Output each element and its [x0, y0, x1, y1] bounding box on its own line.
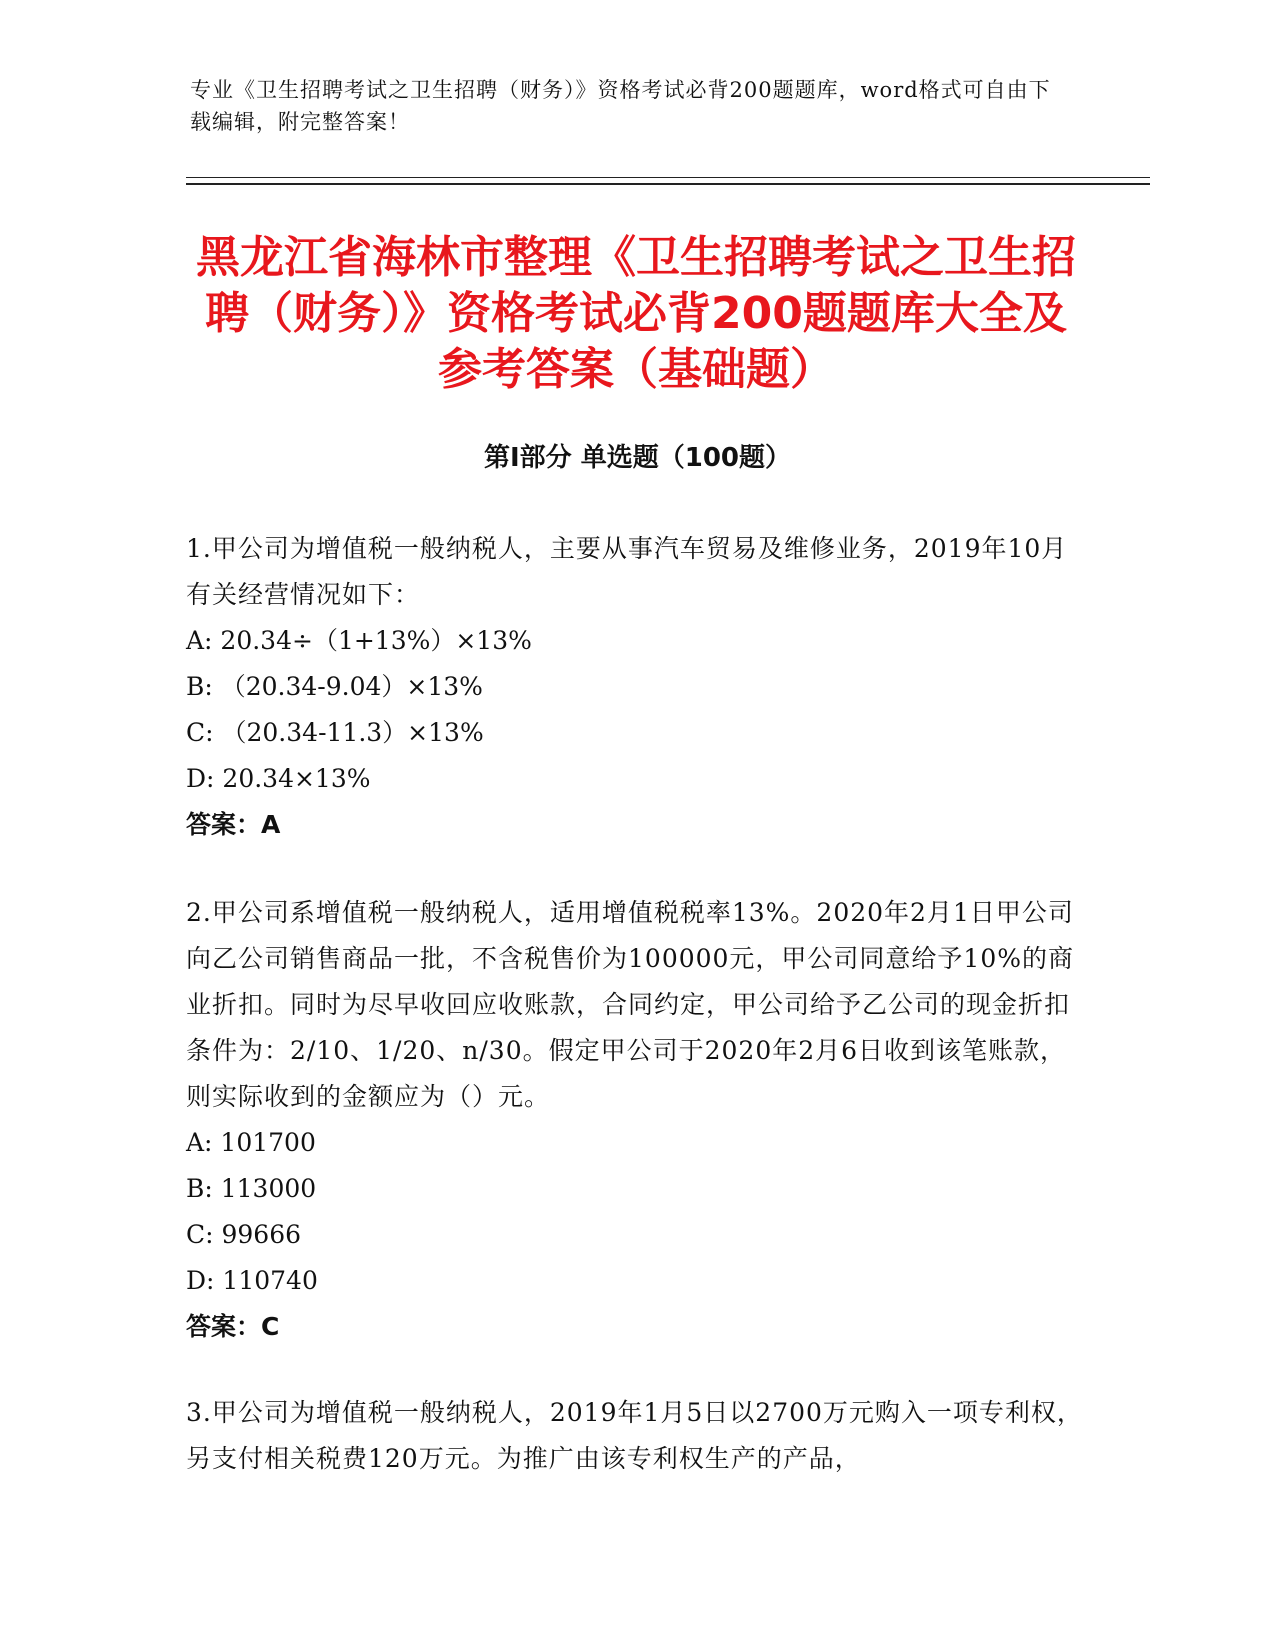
answer: 答案：C — [186, 1312, 280, 1341]
option-a: A: 101700 — [186, 1128, 316, 1157]
option-c: C: 99666 — [186, 1220, 302, 1249]
header-divider — [186, 177, 1150, 178]
option-a: A: 20.34÷（1+13%）×13% — [186, 626, 532, 655]
question-stem: 1.甲公司为增值税一般纳税人，主要从事汽车贸易及维修业务，2019年10月有关经营情况如下： — [186, 534, 1068, 609]
option-b: B: 113000 — [186, 1174, 317, 1203]
answer: 答案：A — [186, 810, 281, 839]
option-b: B: （20.34-9.04）×13% — [186, 672, 483, 701]
question-1 — [186, 526, 1086, 848]
document-title: 黑龙江省海林市整理《卫生招聘考试之卫生招聘（财务）》资格考试必背200题题库大全及参考答案（基础题） — [196, 232, 1076, 395]
option-d: D: 110740 — [186, 1266, 318, 1295]
question-stem: 2.甲公司系增值税一般纳税人，适用增值税税率13%。2020年2月1日甲公司向乙公司销售商品一批，不含税售价为100000元，甲公司同意给予10%的商业折扣。同时为尽早收回应收账款，合同约定，甲公司给予乙公司的现金折扣条件为：2/10、1/20、n/30。假定甲公司于2020年2月6日收到该笔账款，则实际收到的金额应为（）元。 — [186, 898, 1075, 1111]
section-heading: 第I部分 单选题（100题） — [484, 443, 791, 473]
option-c: C: （20.34-11.3）×13% — [186, 718, 484, 747]
question-2 — [186, 890, 1086, 1350]
header-divider-thick — [186, 183, 1150, 185]
question-stem: 3.甲公司为增值税一般纳税人，2019年1月5日以2700万元购入一项专利权，另支付相关税费120万元。为推广由该专利权生产的产品， — [186, 1398, 1083, 1473]
question-3 — [186, 1390, 1086, 1482]
option-d: D: 20.34×13% — [186, 764, 371, 793]
header-note: 专业《卫生招聘考试之卫生招聘（财务）》资格考试必背200题题库，word格式可自由下载编辑，附完整答案！ — [190, 78, 1051, 134]
